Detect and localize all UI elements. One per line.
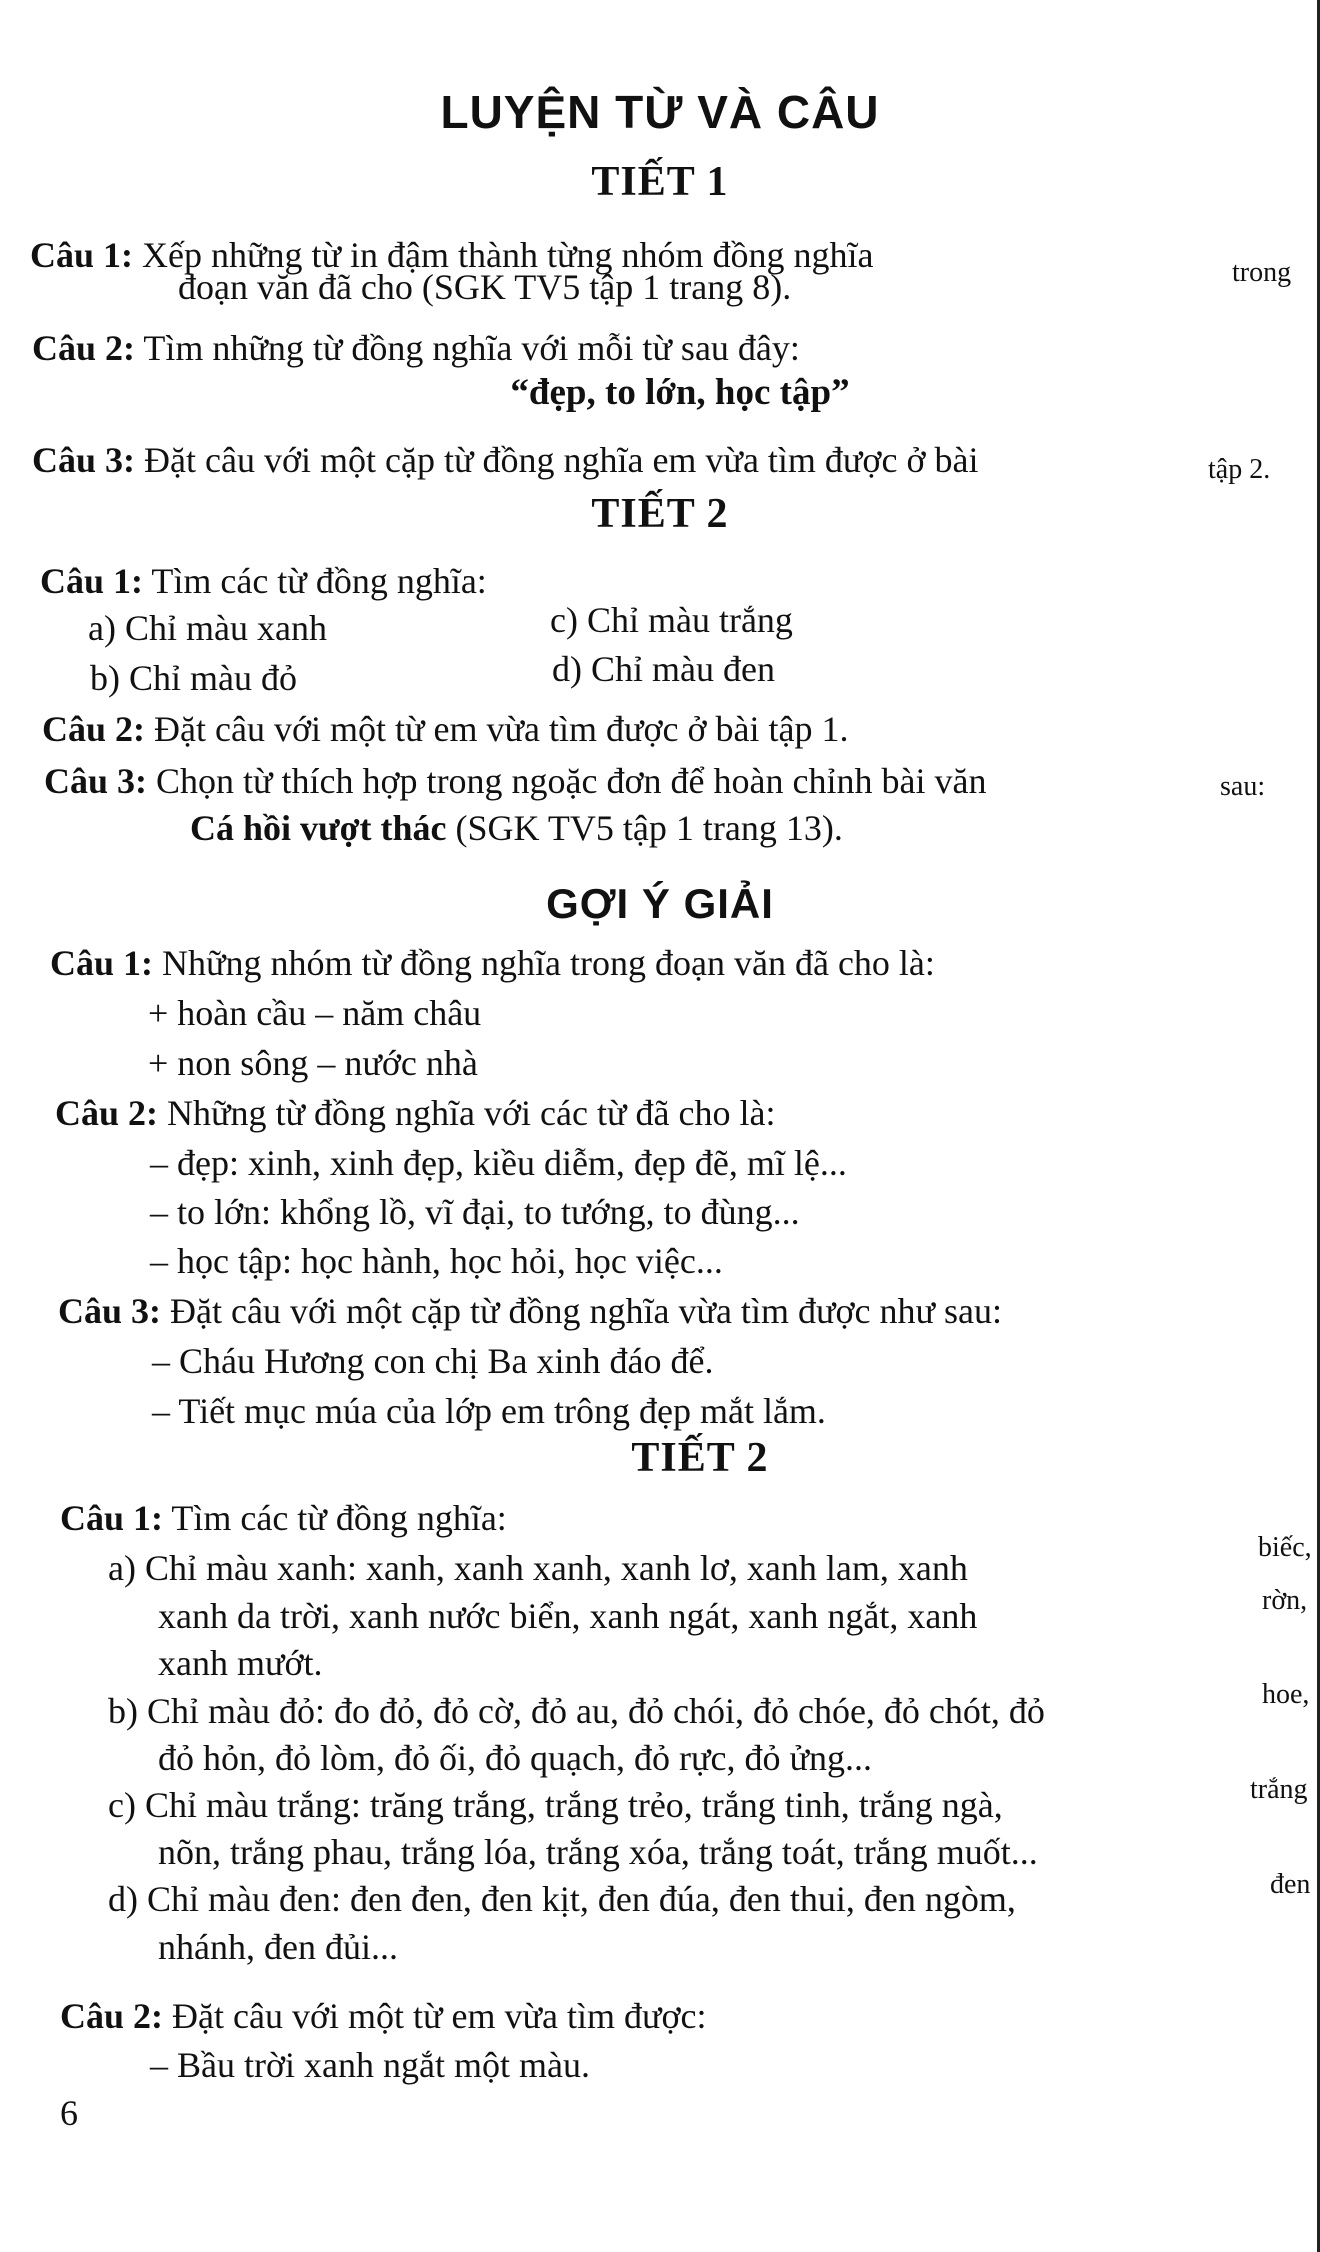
section-heading-tiet-2: TIẾT 2 xyxy=(591,491,729,537)
question-label: Câu 2: xyxy=(55,1093,159,1133)
section-heading-tiet-1: TIẾT 1 xyxy=(591,159,729,205)
question-label: Câu 2: xyxy=(60,1996,164,2036)
question-text: Những nhóm từ đồng nghĩa trong đoạn văn đã cho là: xyxy=(162,943,935,983)
option-c: c) Chỉ màu trắng xyxy=(550,600,793,640)
reading-title: Cá hồi vượt thác xyxy=(190,808,447,848)
answer-a-tail-1: biếc, xyxy=(1258,1532,1312,1563)
answer-a-line-1: a) Chỉ màu xanh: xanh, xanh xanh, xanh lơ, xanh lam, xanh xyxy=(108,1548,968,1588)
question-label: Câu 3: xyxy=(58,1291,162,1331)
question-2-line xyxy=(32,325,800,371)
question-text-tail: trong xyxy=(1232,257,1292,288)
question-3-line xyxy=(32,437,978,483)
answer-d-line-2: nhánh, đen đủi... xyxy=(158,1927,398,1967)
hint-2-line xyxy=(55,1090,775,1136)
question-label: Câu 1: xyxy=(60,1498,164,1538)
answer-b-line-1: b) Chỉ màu đỏ: đo đỏ, đỏ cờ, đỏ au, đỏ chói, đỏ chóe, đỏ chót, đỏ xyxy=(108,1691,1045,1731)
hint-2-item: – to lớn: khổng lồ, vĩ đại, to tướng, to đùng... xyxy=(150,1192,800,1232)
section-heading-tiet-2-answers: TIẾT 2 xyxy=(631,1435,769,1481)
page-number: 6 xyxy=(60,2093,78,2133)
question-text: Tìm các từ đồng nghĩa: xyxy=(151,561,487,601)
hint-3-item: – Tiết mục múa của lớp em trông đẹp mắt lắm. xyxy=(152,1391,826,1431)
answer-2-line xyxy=(60,1993,707,2039)
question-text: Đặt câu với một từ em vừa tìm được ở bài tập 1. xyxy=(154,709,849,749)
reading-source: (SGK TV5 tập 1 trang 13). xyxy=(455,808,843,848)
answer-c-tail-1: trắng xyxy=(1250,1774,1308,1805)
reading-reference xyxy=(190,805,843,851)
page-title: LUYỆN TỪ VÀ CÂU xyxy=(440,86,880,138)
answer-a-line-2: xanh da trời, xanh nước biển, xanh ngát, xanh ngắt, xanh xyxy=(158,1596,978,1636)
answer-2-item: – Bầu trời xanh ngắt một màu. xyxy=(150,2045,590,2085)
answer-c-line-1: c) Chỉ màu trắng: trăng trắng, trắng trẻo, trắng tinh, trắng ngà, xyxy=(108,1785,1003,1825)
hints-heading: GỢI Ý GIẢI xyxy=(546,880,774,927)
question-label: Câu 3: xyxy=(32,440,136,480)
option-a: a) Chỉ màu xanh xyxy=(88,608,327,648)
question-text: Tìm các từ đồng nghĩa: xyxy=(171,1498,507,1538)
question-label: Câu 2: xyxy=(42,709,146,749)
question-label: Câu 2: xyxy=(32,328,136,368)
answer-c-line-2: nõn, trắng phau, trắng lóa, trắng xóa, trắng toát, trắng muốt... xyxy=(158,1832,1038,1872)
question-1-line xyxy=(40,558,487,604)
question-text: Đặt câu với một cặp từ đồng nghĩa em vừa tìm được ở bài xyxy=(144,440,979,480)
question-text-tail: tập 2. xyxy=(1208,454,1271,485)
answer-d-tail-1: đen xyxy=(1270,1869,1311,1900)
question-text: Đặt câu với một từ em vừa tìm được: xyxy=(172,1996,707,2036)
question-text: Chọn từ thích hợp trong ngoặc đơn để hoàn chỉnh bài văn xyxy=(156,761,987,801)
answer-d-line-1: d) Chỉ màu đen: đen đen, đen kịt, đen đúa, đen thui, đen ngòm, xyxy=(108,1879,1016,1919)
question-text-continued: đoạn văn đã cho (SGK TV5 tập 1 trang 8). xyxy=(178,267,792,307)
answer-b-line-2: đỏ hỏn, đỏ lòm, đỏ ối, đỏ quạch, đỏ rực, đỏ ửng... xyxy=(158,1738,872,1778)
hint-1-item: + non sông – nước nhà xyxy=(148,1043,478,1083)
hint-3-line xyxy=(58,1288,1002,1334)
answer-a-tail-2: rờn, xyxy=(1262,1585,1308,1616)
question-text: Những từ đồng nghĩa với các từ đã cho là: xyxy=(167,1093,776,1133)
question-text: Đặt câu với một cặp từ đồng nghĩa vừa tìm được như sau: xyxy=(170,1291,1002,1331)
hint-3-item: – Cháu Hương con chị Ba xinh đáo để. xyxy=(152,1341,714,1381)
question-label: Câu 3: xyxy=(44,761,148,801)
question-text: Tìm những từ đồng nghĩa với mỗi từ sau đây: xyxy=(143,328,800,368)
question-label: Câu 1: xyxy=(50,943,154,983)
question-3-line xyxy=(44,758,986,804)
hint-1-item: + hoàn cầu – năm châu xyxy=(148,993,482,1033)
question-2-line xyxy=(42,706,849,752)
hint-1-line xyxy=(50,940,935,986)
question-label: Câu 1: xyxy=(40,561,144,601)
hint-2-item: – đẹp: xinh, xinh đẹp, kiều diễm, đẹp đẽ, mĩ lệ... xyxy=(150,1143,847,1183)
answer-a-line-3: xanh mướt. xyxy=(158,1643,323,1683)
question-text-tail: sau: xyxy=(1220,771,1266,802)
question-label: Câu 1: xyxy=(30,235,134,275)
option-b: b) Chỉ màu đỏ xyxy=(90,658,297,698)
option-d: d) Chỉ màu đen xyxy=(552,649,775,689)
question-text: Xếp những từ in đậm thành từng nhóm đồng nghĩa xyxy=(142,235,874,275)
answer-1-line xyxy=(60,1495,507,1541)
question-2-words: “đẹp, to lớn, học tập” xyxy=(510,372,850,413)
answer-b-tail-1: hoe, xyxy=(1262,1679,1310,1710)
hint-2-item: – học tập: học hành, học hỏi, học việc... xyxy=(150,1241,723,1281)
